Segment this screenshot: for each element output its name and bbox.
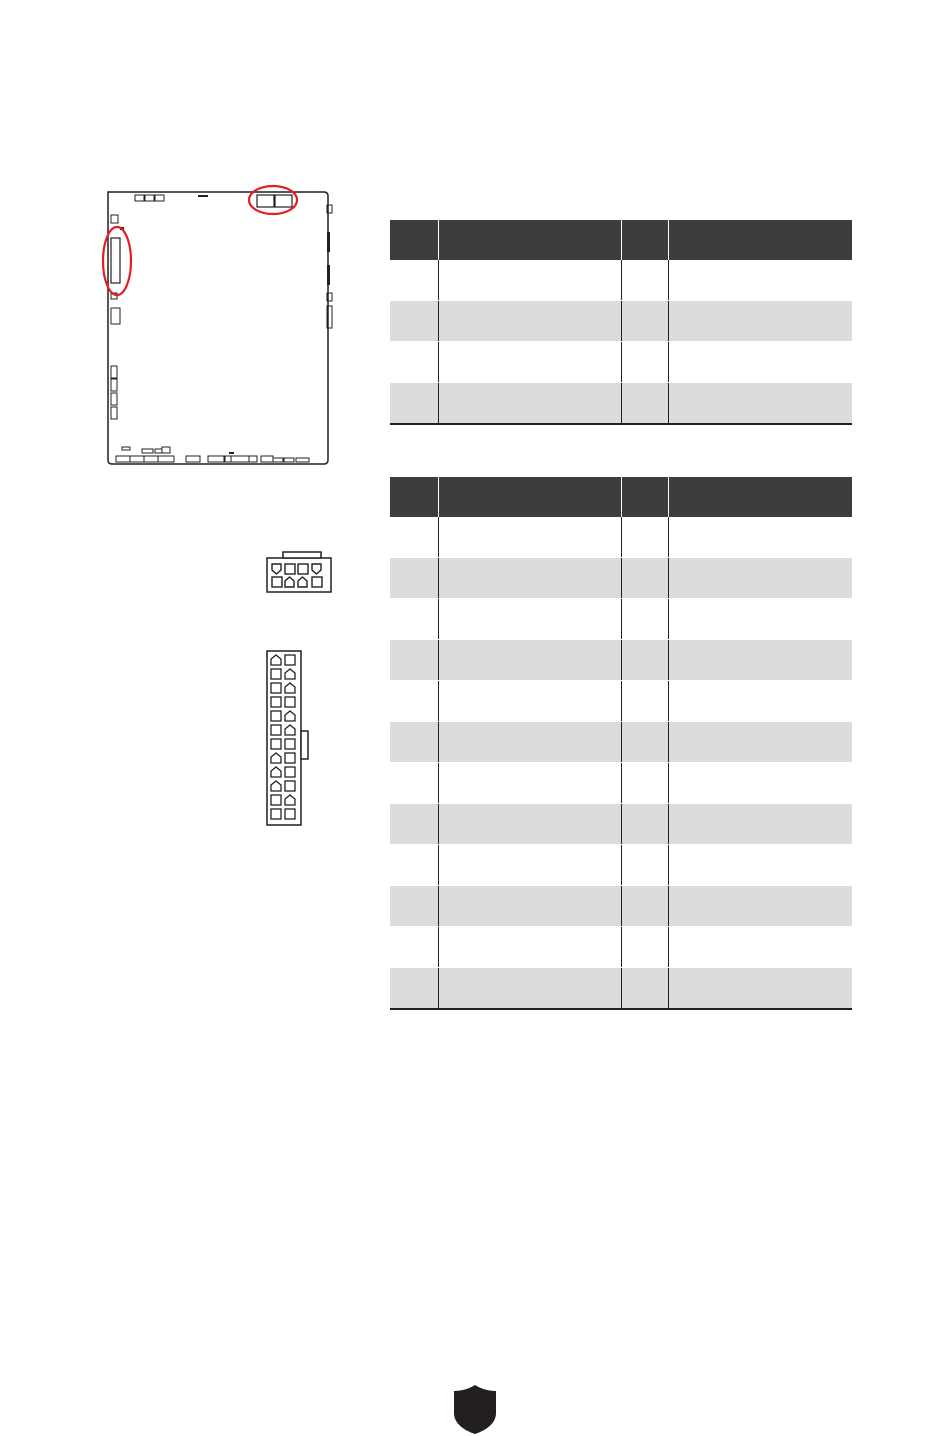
table-cell [668, 599, 852, 640]
table-cell [390, 301, 438, 342]
table-cell [390, 681, 438, 722]
table-cell [621, 968, 668, 1010]
table-row [390, 640, 852, 681]
table-cell [390, 763, 438, 804]
table-cell [390, 968, 438, 1010]
table-header-row [390, 220, 852, 260]
table-cell [621, 301, 668, 342]
table-row [390, 845, 852, 886]
header-pin [390, 477, 438, 517]
table-cell [668, 804, 852, 845]
table-cell [668, 681, 852, 722]
table-row [390, 968, 852, 1010]
table-cell [668, 845, 852, 886]
table-cell [668, 722, 852, 763]
table-cell [438, 968, 621, 1010]
table-cell [621, 845, 668, 886]
pin-table-8pin [390, 220, 852, 425]
table-row [390, 517, 852, 558]
table-cell [668, 260, 852, 301]
table-cell [668, 927, 852, 968]
table-row [390, 383, 852, 425]
table-cell [438, 804, 621, 845]
table-body [390, 517, 852, 1009]
table-cell [438, 845, 621, 886]
table-row [390, 722, 852, 763]
table-cell [438, 763, 621, 804]
table-cell [438, 886, 621, 927]
header-signal [668, 477, 852, 517]
table-cell [668, 517, 852, 558]
table-cell [621, 927, 668, 968]
table-header-row [390, 477, 852, 517]
header-signal [438, 220, 621, 260]
table-cell [390, 342, 438, 383]
table-row [390, 927, 852, 968]
table-cell [390, 845, 438, 886]
table-cell [621, 599, 668, 640]
table-cell [390, 886, 438, 927]
table-cell [438, 383, 621, 425]
table-cell [438, 927, 621, 968]
table-cell [621, 640, 668, 681]
table-row [390, 681, 852, 722]
table-cell [390, 383, 438, 425]
header-signal [668, 220, 852, 260]
table-cell [668, 342, 852, 383]
table-row [390, 342, 852, 383]
table-cell [390, 640, 438, 681]
table-cell [390, 804, 438, 845]
table-cell [390, 722, 438, 763]
table-cell [390, 927, 438, 968]
table-cell [438, 342, 621, 383]
table-cell [621, 681, 668, 722]
table-cell [438, 599, 621, 640]
table-cell [621, 804, 668, 845]
pin-table-24pin [390, 477, 852, 1010]
table-cell [621, 517, 668, 558]
table-cell [390, 558, 438, 599]
atx-24pin-connector-figure [264, 649, 310, 829]
table-cell [438, 260, 621, 301]
table-cell [438, 517, 621, 558]
table-cell [438, 301, 621, 342]
table-cell [390, 260, 438, 301]
header-pin [390, 220, 438, 260]
header-pin [621, 477, 668, 517]
table-cell [621, 383, 668, 425]
table-row [390, 558, 852, 599]
table-cell [438, 722, 621, 763]
table-cell [621, 722, 668, 763]
table-row [390, 763, 852, 804]
table-cell [668, 558, 852, 599]
motherboard-layout-figure [98, 180, 343, 472]
table-cell [438, 640, 621, 681]
table-cell [390, 517, 438, 558]
table-cell [668, 640, 852, 681]
table-cell [668, 886, 852, 927]
table-cell [668, 383, 852, 425]
table-cell [668, 968, 852, 1010]
table-cell [621, 260, 668, 301]
table-cell [668, 301, 852, 342]
table-row [390, 301, 852, 342]
eps-8pin-connector-figure [265, 550, 335, 596]
table-cell [621, 886, 668, 927]
table-row [390, 260, 852, 301]
header-signal [438, 477, 621, 517]
table-cell [621, 763, 668, 804]
table-cell [390, 599, 438, 640]
table-cell [438, 681, 621, 722]
table-cell [438, 558, 621, 599]
shield-logo-icon [451, 1383, 499, 1435]
table-cell [621, 342, 668, 383]
table-row [390, 804, 852, 845]
table-cell [668, 763, 852, 804]
header-pin [621, 220, 668, 260]
table-body [390, 260, 852, 424]
table-row [390, 599, 852, 640]
table-cell [621, 558, 668, 599]
table-row [390, 886, 852, 927]
